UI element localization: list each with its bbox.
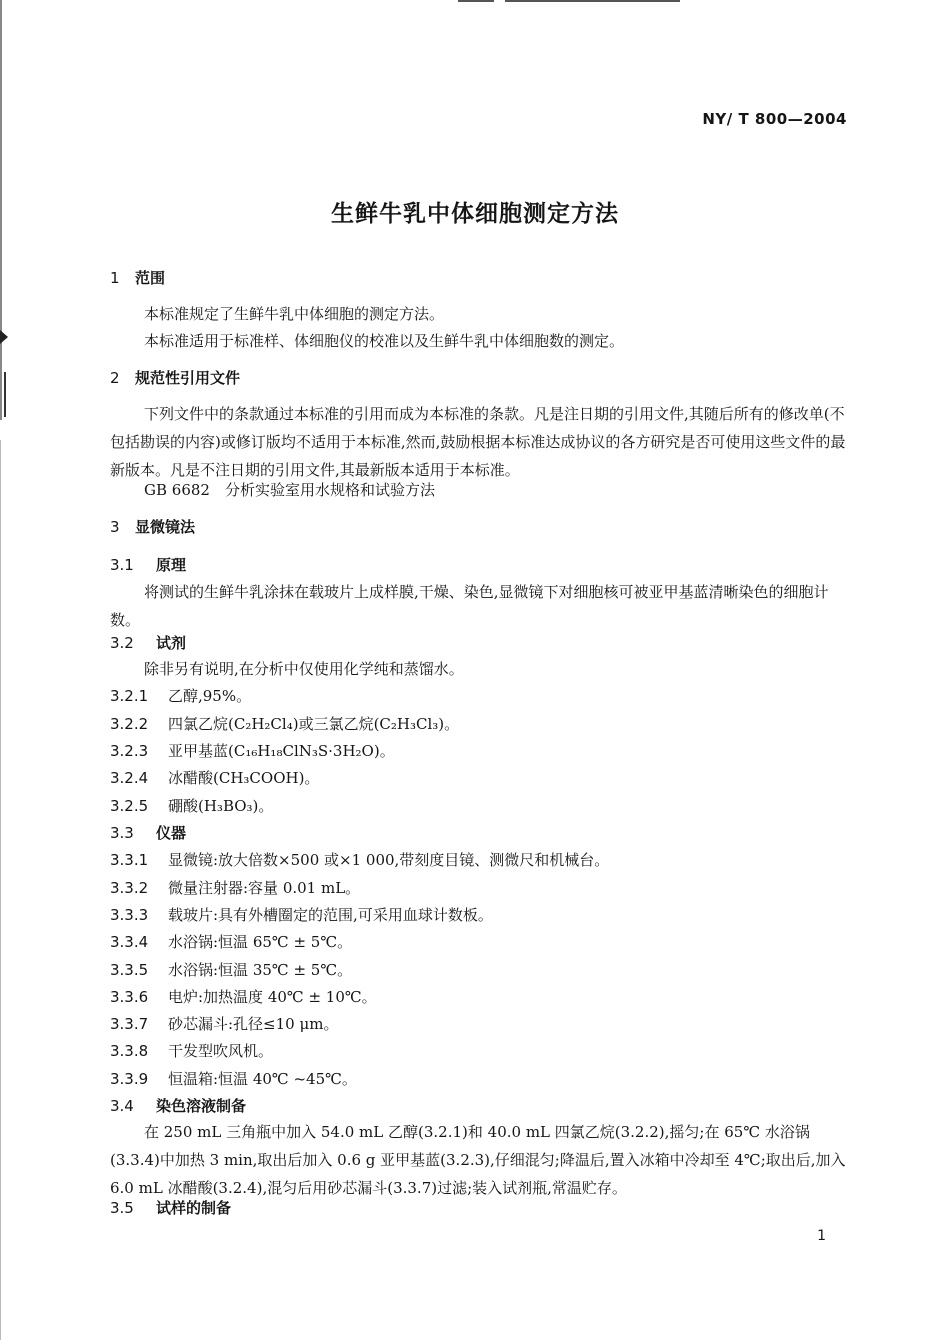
page-title: 生鲜牛乳中体细胞测定方法 [331,201,619,227]
list-item [110,796,273,816]
section-heading [110,268,165,288]
item-number: 3.3.9 [110,1070,149,1088]
section-number: 2 [110,369,120,387]
item-number: 3.3.5 [110,961,149,979]
page-number: 1 [817,1228,826,1244]
item-number: 3.3.1 [110,851,149,869]
item-text: 显微镜:放大倍数×500 或×1 000,带刻度目镜、测微尺和机械台。 [168,851,610,869]
item-text: 乙醇,95%。 [168,687,252,705]
item-number: 3.2.3 [110,742,149,760]
subsection-title: 染色溶液制备 [156,1097,247,1115]
section-title: 显微镜法 [135,518,196,536]
subsection-heading [110,823,186,843]
section-heading [110,517,195,537]
standard-code: NY/ T 800—2004 [702,110,847,128]
item-number: 3.2.1 [110,687,149,705]
normative-reference: GB 6682 分析实验室用水规格和试验方法 [144,481,435,499]
subsection-title: 试剂 [156,634,187,652]
list-item [110,1014,338,1034]
paragraph: 本标准适用于标准样、体细胞仪的校准以及生鲜牛乳中体细胞数的测定。 [144,332,625,350]
list-item [110,905,493,925]
paragraph: 将测试的生鲜牛乳涂抹在载玻片上成样膜,干燥、染色,显微镜下对细胞核可被亚甲基蓝清晰染色的细胞计数。 [110,583,829,629]
item-text: 四氯乙烷(C₂H₂Cl₄)或三氯乙烷(C₂H₃Cl₃)。 [168,715,460,733]
subsection-number: 3.3 [110,824,134,842]
list-item [110,768,319,788]
scan-artifact [0,330,8,344]
list-item [110,878,360,898]
list-item [110,1041,273,1061]
item-text: 冰醋酸(CH₃COOH)。 [168,769,320,787]
item-text: 砂芯漏斗:孔径≤10 μm。 [168,1015,339,1033]
item-text: 水浴锅:恒温 35℃ ± 5℃。 [168,961,353,979]
item-text: 硼酸(H₃BO₃)。 [168,797,274,815]
item-number: 3.3.2 [110,879,149,897]
list-item [110,960,352,980]
subsection-number: 3.1 [110,556,134,574]
subsection-title: 原理 [156,556,187,574]
subsection-title: 仪器 [156,824,187,842]
section-heading [110,368,240,388]
subsection-number: 3.5 [110,1199,134,1217]
item-number: 3.2.5 [110,797,149,815]
list-item [110,850,609,870]
item-text: 恒温箱:恒温 40℃ ~45℃。 [168,1070,357,1088]
list-item [110,1069,357,1089]
item-number: 3.3.4 [110,933,149,951]
subsection-heading [110,1096,246,1116]
paragraph: 本标准规定了生鲜牛乳中体细胞的测定方法。 [144,305,445,323]
item-number: 3.3.3 [110,906,149,924]
item-text: 干发型吹风机。 [168,1042,274,1060]
paragraph: 在 250 mL 三角瓶中加入 54.0 mL 乙醇(3.2.1)和 40.0 mL 四氯乙烷(3.2.2),摇匀;在 65℃ 水浴锅(3.3.4)中加热 3 min,取出后加入 0.6 g 亚甲基蓝(3.2.3),仔细混匀;降温后,置入冰箱中冷却至 4℃;取出后,加入 6.0 mL 冰醋酸(3.2.4),混匀后用砂芯漏斗(3.3.7)过滤;装入试剂瓶,常温贮存。 [110,1123,846,1197]
item-text: 水浴锅:恒温 65℃ ± 5℃。 [168,933,353,951]
paragraph: 除非另有说明,在分析中仅使用化学纯和蒸馏水。 [144,660,464,678]
scan-artifact [4,372,6,417]
item-number: 3.3.7 [110,1015,149,1033]
list-item [110,714,459,734]
section-number: 1 [110,269,120,287]
item-text: 载玻片:具有外槽圈定的范围,可采用血球计数板。 [168,906,493,924]
subsection-title: 试样的制备 [156,1199,232,1217]
subsection-number: 3.2 [110,634,134,652]
item-text: 微量注射器:容量 0.01 mL。 [168,879,361,897]
item-number: 3.3.8 [110,1042,149,1060]
subsection-heading [110,633,186,653]
item-text: 电炉:加热温度 40℃ ± 10℃。 [168,988,377,1006]
scan-artifact [505,0,680,2]
list-item [110,741,395,761]
section-title: 范围 [135,269,166,287]
paragraph: 下列文件中的条款通过本标准的引用而成为本标准的条款。凡是注日期的引用文件,其随后所有的修改单(不包括勘误的内容)或修订版均不适用于本标准,然而,鼓励根据本标准达成协议的各方研究是否可使用这些文件的最新版本。凡是不注日期的引用文件,其最新版本适用于本标准。 [110,405,846,479]
subsection-heading [110,555,186,575]
item-number: 3.2.4 [110,769,149,787]
list-item [110,686,251,706]
section-title: 规范性引用文件 [135,369,241,387]
scan-artifact [0,440,1,1340]
subsection-number: 3.4 [110,1097,134,1115]
item-number: 3.3.6 [110,988,149,1006]
subsection-heading [110,1198,231,1218]
section-number: 3 [110,518,120,536]
list-item [110,987,377,1007]
scan-artifact [458,0,494,2]
item-number: 3.2.2 [110,715,149,733]
list-item [110,932,352,952]
item-text: 亚甲基蓝(C₁₆H₁₈ClN₃S·3H₂O)。 [168,742,395,760]
